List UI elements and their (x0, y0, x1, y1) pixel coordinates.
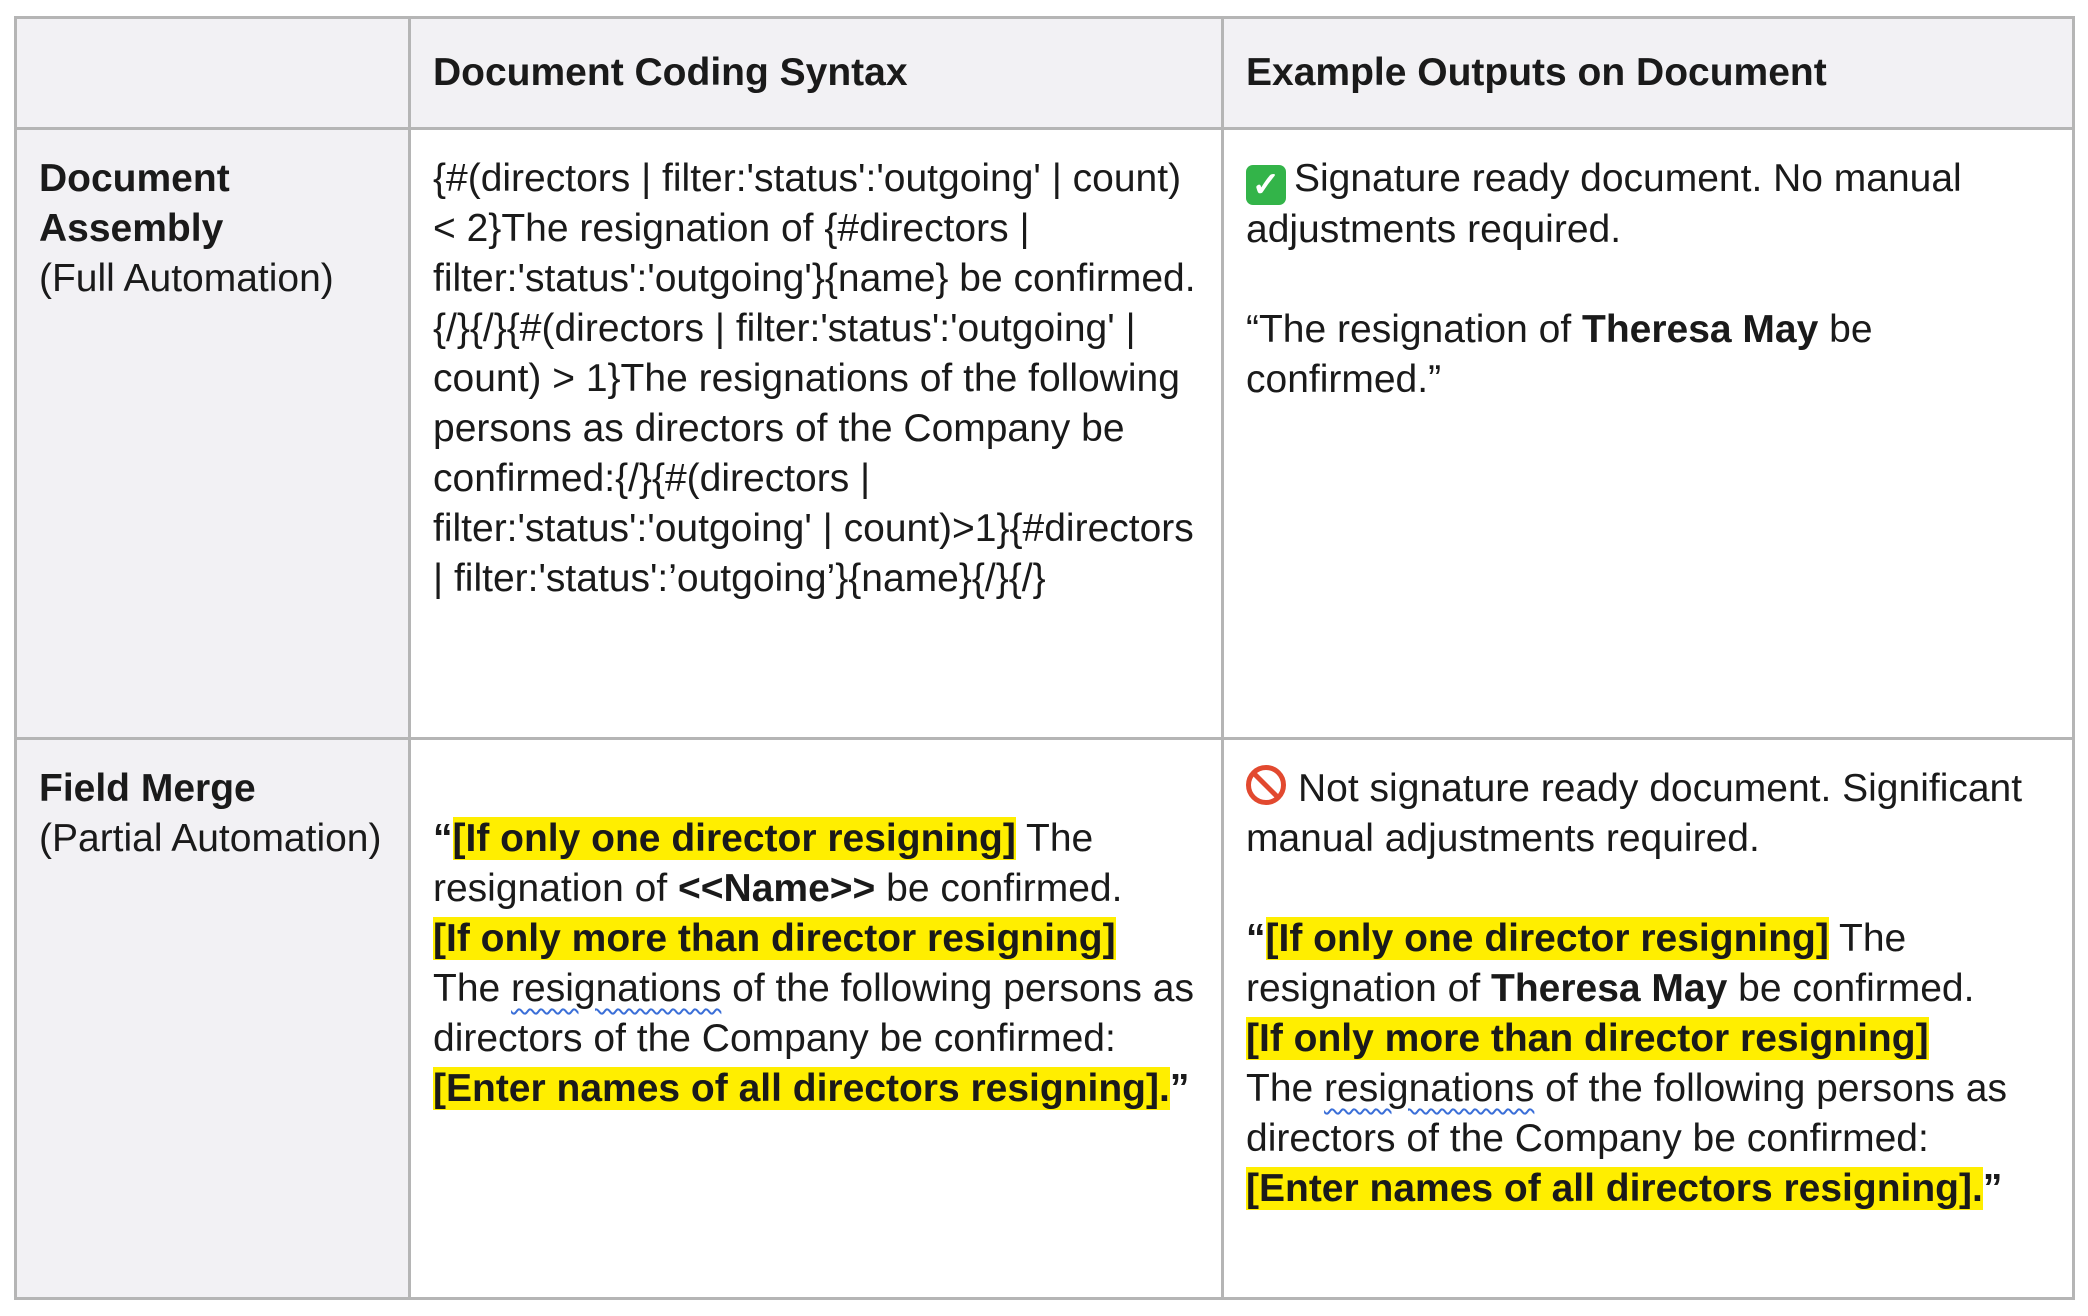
row-title: Field Merge (39, 767, 256, 810)
highlight-more-directors: [If only more than director resigning] (1246, 1017, 1929, 1060)
director-name: Theresa May (1582, 308, 1819, 351)
syntax-text: of the following persons as directors of the Company be confirmed: (433, 967, 1194, 1060)
spacer (1246, 255, 2052, 305)
highlight-enter-names: [Enter names of all directors resigning]. (433, 1067, 1170, 1110)
prohibited-icon (1246, 765, 1286, 805)
syntax-cell-document-assembly (410, 129, 1223, 739)
header-coding-syntax: Document Coding Syntax (410, 18, 1223, 129)
syntax-text: The resignation of (433, 817, 1094, 910)
quote-suffix: be confirmed.” (1246, 308, 1873, 401)
field-merge-output (1246, 914, 2052, 1214)
comparison-table (14, 16, 2075, 1300)
syntax-text: be confirmed. (875, 867, 1123, 910)
header-example-outputs: Example Outputs on Document (1223, 18, 2074, 129)
quote-prefix: “The resignation of (1246, 308, 1583, 351)
output-text: of the following persons as directors of the Company be confirmed: (1246, 1067, 2007, 1160)
row-label-document-assembly (16, 129, 410, 739)
output-quote (1246, 305, 2052, 405)
output-cell-field-merge (1223, 739, 2074, 1299)
highlight-one-director: [If only one director resigning] (1265, 917, 1829, 960)
spacer (433, 764, 1201, 814)
open-quote: “ (433, 817, 453, 860)
output-text: The resignation of (1246, 917, 1907, 1010)
syntax-text: The (433, 967, 512, 1010)
output-text: be confirmed. (1727, 967, 1975, 1010)
output-cell-document-assembly (1223, 129, 2074, 739)
highlight-enter-names: [Enter names of all directors resigning]. (1246, 1167, 1983, 1210)
check-mark-icon: ✓ (1246, 165, 1286, 205)
row-subtitle: (Full Automation) (39, 257, 334, 300)
director-name: Theresa May (1491, 967, 1728, 1010)
row-field-merge (16, 739, 2074, 1299)
close-quote: ” (1982, 1167, 2003, 1210)
row-title: Document Assembly (39, 157, 230, 250)
row-document-assembly (16, 129, 2074, 739)
output-status-text: Signature ready document. No manual adjustments required. (1246, 157, 1962, 251)
output-text: The (1246, 1067, 1325, 1110)
close-quote: ” (1169, 1067, 1190, 1110)
output-status (1246, 154, 2052, 255)
highlight-one-director: [If only one director resigning] (452, 817, 1016, 860)
name-merge-field: <<Name>> (678, 867, 876, 910)
header-row (16, 18, 2074, 129)
open-quote: “ (1246, 917, 1266, 960)
row-label-field-merge (16, 739, 410, 1299)
spellcheck-word: resignations (511, 967, 722, 1010)
syntax-cell-field-merge (410, 739, 1223, 1299)
output-status-text: Not signature ready document. Significant manual adjustments required. (1246, 767, 2023, 860)
output-status (1246, 764, 2052, 864)
spacer (1246, 864, 2052, 914)
highlight-more-directors: [If only more than director resigning] (433, 917, 1116, 960)
field-merge-syntax (433, 814, 1201, 1114)
row-subtitle: (Partial Automation) (39, 817, 382, 860)
header-empty (16, 18, 410, 129)
coding-syntax-text: {#(directors | filter:'status':'outgoing' | count) < 2}The resignation of {#directors | filter:'status':'outgoing'}{name} be confirmed.{/}{/}{#(directors | filter:'status':'outgoing' | count) > 1}The resignations of the following persons as directors of the Company be confirmed:{/}{#(directors | filter:'status':'outgoing' | count)>1}{#directors | filter:'status':’outgoing’}{name}{/}{/} (433, 157, 1196, 600)
spellcheck-word: resignations (1324, 1067, 1535, 1110)
